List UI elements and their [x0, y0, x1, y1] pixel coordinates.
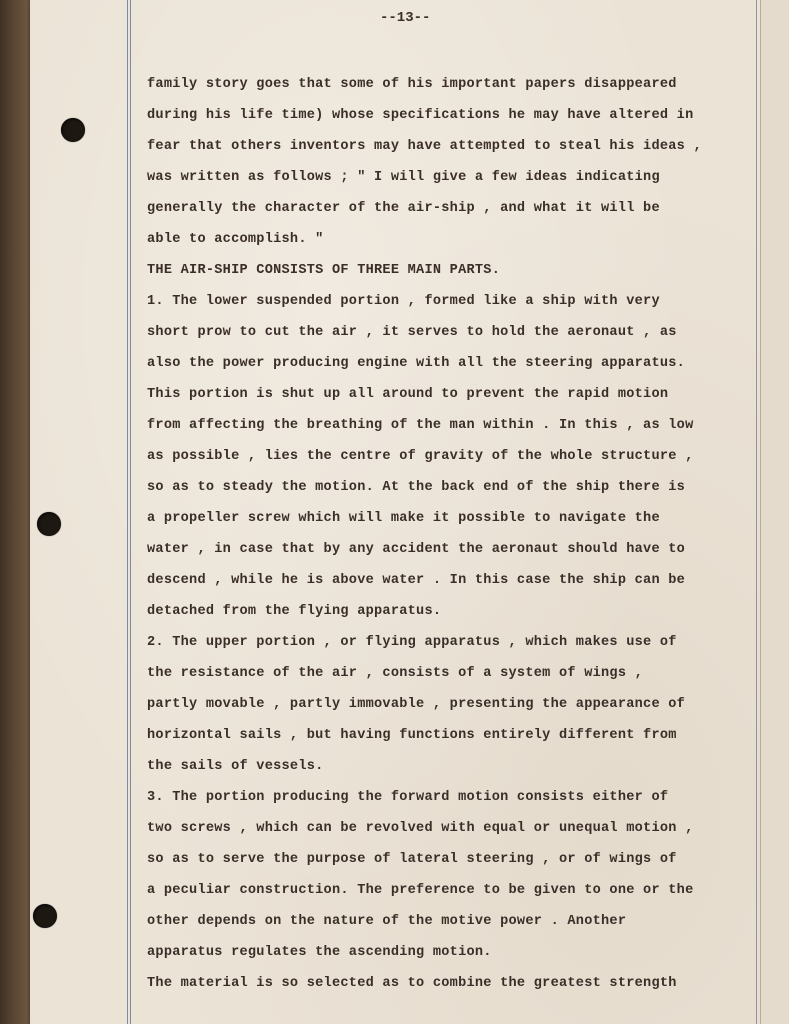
- text-line: water , in case that by any accident the aeronaut should have to: [147, 542, 686, 557]
- section-heading: THE AIR-SHIP CONSISTS OF THREE MAIN PARTS.: [147, 263, 501, 278]
- text-line: during his life time) whose specifications he may have altered in: [147, 108, 694, 123]
- text-line: a propeller screw which will make it possible to navigate the: [147, 511, 660, 526]
- text-line: a peculiar construction. The preference to be given to one or the: [147, 883, 694, 898]
- text-line: two screws , which can be revolved with equal or unequal motion ,: [147, 821, 694, 836]
- text-line: partly movable , partly immovable , presenting the appearance of: [147, 697, 686, 712]
- text-line: other depends on the nature of the motive power . Another: [147, 914, 627, 929]
- text-line: short prow to cut the air , it serves to hold the aeronaut , as: [147, 325, 677, 340]
- left-margin-rule: [127, 0, 128, 1024]
- text-line: the resistance of the air , consists of a system of wings ,: [147, 666, 644, 681]
- left-margin-rule-inner: [130, 0, 131, 1024]
- text-line: 1. The lower suspended portion , formed like a ship with very: [147, 294, 660, 309]
- page-number: --13--: [380, 10, 431, 26]
- text-line: detached from the flying apparatus.: [147, 604, 442, 619]
- text-line: apparatus regulates the ascending motion.: [147, 945, 492, 960]
- text-line: also the power producing engine with all the steering apparatus.: [147, 356, 686, 371]
- text-line: descend , while he is above water . In this case the ship can be: [147, 573, 686, 588]
- text-line: horizontal sails , but having functions entirely different from: [147, 728, 677, 743]
- text-line: generally the character of the air-ship , and what it will be: [147, 201, 660, 216]
- text-line: the sails of vessels.: [147, 759, 324, 774]
- text-line: able to accomplish. ": [147, 232, 324, 247]
- text-line: 2. The upper portion , or flying apparatus , which makes use of: [147, 635, 677, 650]
- typed-body-text: [147, 69, 759, 999]
- text-line: The material is so selected as to combine the greatest strength: [147, 976, 677, 991]
- punch-hole: [33, 904, 57, 928]
- punch-hole: [37, 512, 61, 536]
- text-line: family story goes that some of his important papers disappeared: [147, 77, 677, 92]
- adjacent-page-edge: [760, 0, 789, 1024]
- text-line: was written as follows ; " I will give a few ideas indicating: [147, 170, 660, 185]
- text-line: so as to steady the motion. At the back end of the ship there is: [147, 480, 686, 495]
- text-line: 3. The portion producing the forward motion consists either of: [147, 790, 669, 805]
- text-line: from affecting the breathing of the man within . In this , as low: [147, 418, 694, 433]
- punch-hole: [61, 118, 85, 142]
- text-line: as possible , lies the centre of gravity of the whole structure ,: [147, 449, 694, 464]
- text-line: so as to serve the purpose of lateral steering , or of wings of: [147, 852, 677, 867]
- text-line: This portion is shut up all around to prevent the rapid motion: [147, 387, 669, 402]
- text-line: fear that others inventors may have attempted to steal his ideas ,: [147, 139, 702, 154]
